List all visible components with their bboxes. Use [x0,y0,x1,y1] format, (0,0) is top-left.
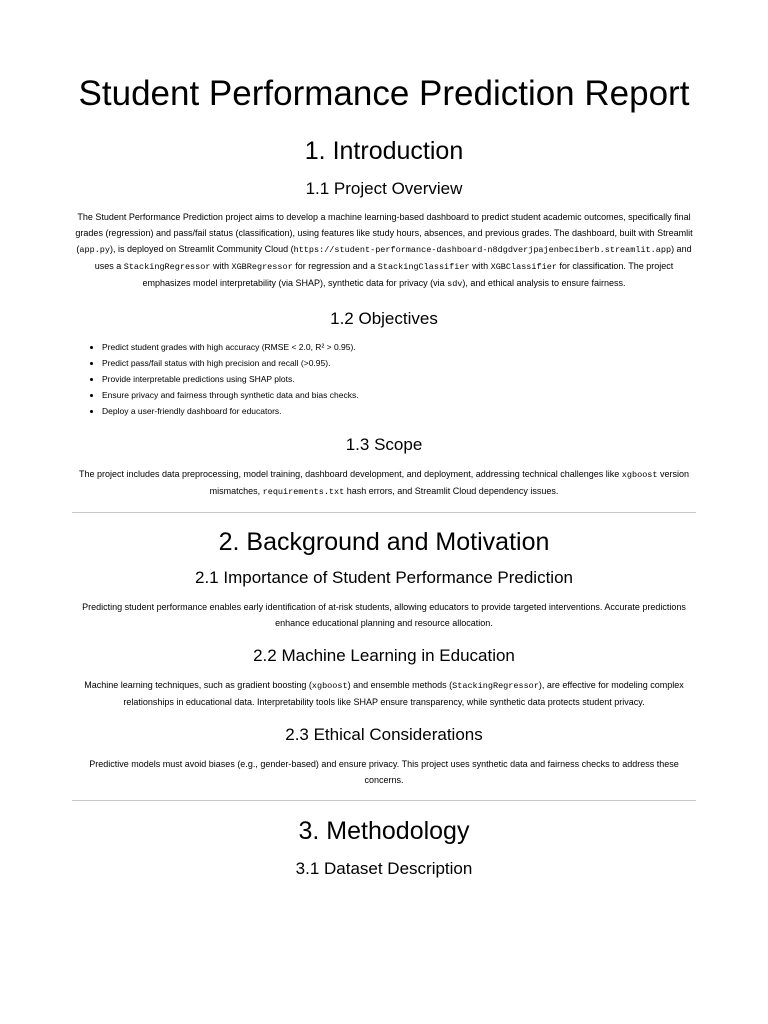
importance-heading: 2.1 Importance of Student Performance Prediction [195,568,573,587]
ethics-heading: 2.3 Ethical Considerations [285,725,483,744]
section-background-heading: 2. Background and Motivation [218,528,550,556]
list-item: • Provide interpretable predictions using SHAP plots. [102,371,696,387]
code-xgboost: xgboost [311,681,348,691]
code-stacking-classifier: StackingClassifier [377,262,470,272]
code-xgb-regressor: XGBRegressor [231,262,293,272]
scope-text: The project includes data preprocessing, model training, dashboard development, and deployment, addressing technical challenges like xgboost version mismatches, requirements.txt hash errors, and Streamlit Cloud dependency issues. [78,469,690,497]
code-stacking-regressor: StackingRegressor [123,262,211,272]
objectives-heading: 1.2 Objectives [330,309,438,328]
code-xgb-classifier: XGBClassifier [490,262,557,272]
ethics-text: Predictive models must avoid biases (e.g., gender-based) and ensure privacy. This project uses synthetic data and fairness checks to address these concerns. [89,759,679,785]
project-overview-text: The Student Performance Prediction project aims to develop a machine learning-based dashboard to predict student academic outcomes, specifically final grades (regression) and pass/fail status (classification), using features like study hours, absences, and previous grades. The dashboard, built with Streamlit (app.py), is deployed on Streamlit Community Cloud (https://student-performance-dashboard-n8dgdverjpajenbeciberb.streamlit.app) and uses a StackingRegressor with XGBRegressor for regression and a StackingClassifier with XGBClassifier for classification. The project emphasizes model interpretability (via SHAP), synthetic data for privacy (via sdv), and ethical analysis to ensure fairness. [75,212,693,289]
code-requirements-txt: requirements.txt [262,487,345,497]
section-introduction-heading: 1. Introduction [304,137,464,165]
code-sdv: sdv [447,279,463,289]
code-dashboard-url: https://student-performance-dashboard-n8dgdverjpajenbeciberb.streamlit.app [293,245,672,255]
code-xgboost: xgboost [621,470,658,480]
list-item: • Predict pass/fail status with high precision and recall (>0.95). [102,355,696,371]
objectives-list [72,339,696,419]
importance-text: Predicting student performance enables early identification of at-risk students, allowing educators to provide targeted interventions. Accurate predictions enhance educational planning and resource allocation. [82,602,686,628]
section-divider [72,512,696,513]
dataset-description-heading: 3.1 Dataset Description [295,859,473,878]
list-item: • Deploy a user-friendly dashboard for educators. [102,403,696,419]
list-item: • Predict student grades with high accuracy (RMSE < 2.0, R² > 0.95). [102,339,696,355]
report-content [72,0,696,880]
scope-heading: 1.3 Scope [345,435,423,454]
list-item: • Ensure privacy and fairness through synthetic data and bias checks. [102,387,696,403]
ml-education-heading: 2.2 Machine Learning in Education [253,646,515,665]
code-app-py: app.py [79,245,111,255]
project-overview-heading: 1.1 Project Overview [305,179,463,198]
section-divider [72,800,696,801]
code-stacking-regressor: StackingRegressor [452,681,539,691]
report-title: Student Performance Prediction Report [78,74,690,113]
ml-education-text: Machine learning techniques, such as gradient boosting (xgboost) and ensemble methods (StackingRegressor), are effective for modeling complex relationships in educational data. Interpretability tools like SHAP ensure transparency, while synthetic data protects student privacy. [84,680,684,707]
section-methodology-heading: 3. Methodology [298,817,470,845]
